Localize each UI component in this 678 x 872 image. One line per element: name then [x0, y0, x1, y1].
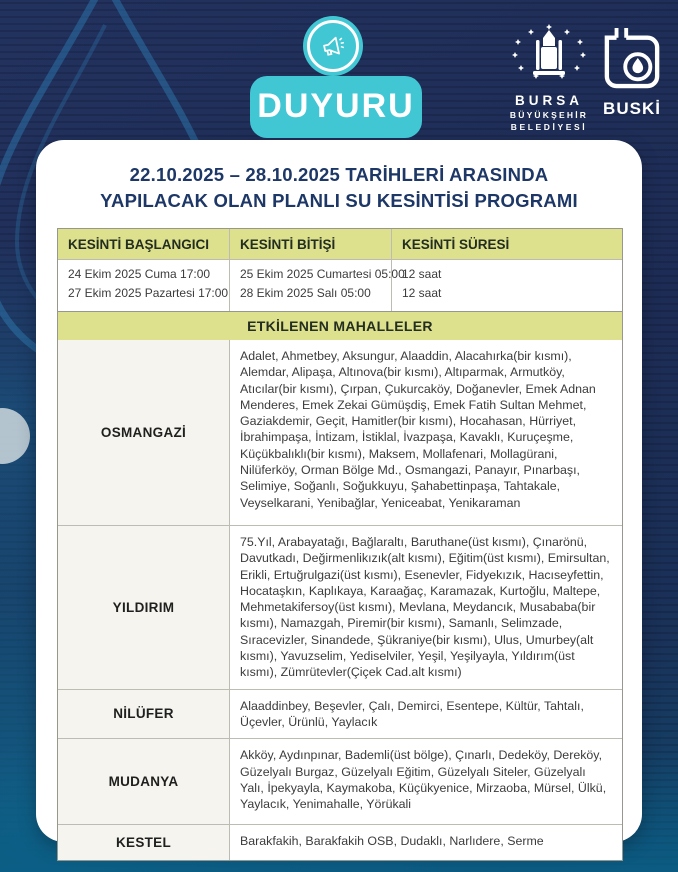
district-name: NİLÜFER: [58, 690, 229, 739]
buski-logo: [601, 26, 663, 119]
district-neighborhoods: Barakfakih, Barakfakih OSB, Dudaklı, Narlıdere, Serme: [229, 825, 622, 860]
district-row-nilufer: [58, 689, 622, 739]
durations-cell: [391, 260, 622, 311]
outage-table: [57, 228, 623, 861]
circle-watermark: [0, 408, 30, 464]
district-name: KESTEL: [58, 825, 229, 860]
column-header-duration: KESİNTİ SÜRESİ: [391, 229, 622, 259]
bursa-emblem-icon: [503, 24, 595, 82]
bursa-logo-line1: BURSA: [514, 93, 583, 108]
start-times-cell: [58, 260, 229, 311]
page-title: [50, 162, 628, 214]
district-row-kestel: [58, 824, 622, 860]
district-name: YILDIRIM: [58, 526, 229, 689]
column-header-end: KESİNTİ BİTİŞİ: [229, 229, 391, 259]
affected-neighborhoods-header: [58, 311, 622, 340]
district-row-yildirim: [58, 525, 622, 689]
megaphone-icon: [307, 20, 359, 72]
end-time-2: 28 Ekim 2025 Salı 05:00: [240, 286, 371, 300]
bursa-logo-line2: BÜYÜKŞEHİR: [509, 110, 589, 120]
page-header: [0, 0, 678, 140]
duyuru-badge: [250, 76, 422, 138]
district-neighborhoods: 75.Yıl, Arabayatağı, Bağlaraltı, Baruthane(üst kısmı), Çınarönü, Davutkadı, Değirmenlikızık(alt kısmı), Eğitim(üst kısmı), Emirsultan, Erikli, Ertuğrulgazi(üst kısmı), Esenevler, Fidyekızık, Hacıseyfettin, Hocataşkın, Kaplıkaya, Karaağaç, Karamazak, Kurtoğlu, Maltepe, Mehmetakifersoy(üst kısmı), Mevlana, Meydancık, Musababa(bir kısmı), Namazgah, Piremir(bir kısmı), Samanlı, Selimzade, Sıracevizler, Sinandede, Şükraniye(bir kısmı), Ulus, Umurbey(alt kısmı), Yavuzselim, Yediselviler, Yeşil, Yeşilyayla, Yıldırım(üst kısmı), Zümrütevler(Çiçek Cad.alt kısmı): [229, 526, 622, 689]
announcement-card: [36, 140, 642, 851]
district-name: MUDANYA: [58, 739, 229, 824]
district-row-mudanya: [58, 738, 622, 824]
end-time-1: 25 Ekim 2025 Cumartesi 05:00: [240, 267, 405, 281]
title-line-1: 22.10.2025 – 28.10.2025 TARİHLERİ ARASINDA: [129, 164, 549, 185]
end-times-cell: [229, 260, 405, 311]
duyuru-badge-label: DUYURU: [257, 86, 415, 125]
start-time-2: 27 Ekim 2025 Pazartesi 17:00: [68, 286, 229, 300]
schedule-header-row: [58, 229, 622, 259]
district-neighborhoods: Adalet, Ahmetbey, Aksungur, Alaaddin, Alacahırka(bir kısmı), Alemdar, Alipaşa, Altınova(bir kısmı), Altıparmak, Armutköy, Atıcılar(bir kısmı), Çırpan, Çukurcaköy, Doğanevler, Emek Adnan Menderes, Emek Zekai Gümüşdiş, Emek Fatih Sultan Mehmet, Gaziakdemir, Geçit, Hamitler(bir kısmı), Hocahasan, Hürriyet, İbrahimpaşa, İntizam, İstiklal, İvazpaşa, Kavaklı, Kuruçeşme, Küçükbalıklı(bir kısmı), Maksem, Mollafenari, Mollagürani, Nilüferköy, Orman Bölge Md., Osmangazi, Panayır, Pınarbaşı, Selimiye, Soğanlı, Soğukkuyu, Şahabettinpaşa, Tahtakale, Veyselkarani, Yenibağlar, Yeniceabat, Yenikaraman: [229, 340, 622, 525]
buski-emblem-icon: [603, 26, 661, 90]
affected-neighborhoods-label: ETKİLENEN MAHALLELER: [247, 318, 433, 334]
column-header-start: KESİNTİ BAŞLANGICI: [58, 229, 229, 259]
bursa-municipality-logo: [503, 24, 595, 132]
district-row-osmangazi: [58, 340, 622, 525]
start-time-1: 24 Ekim 2025 Cuma 17:00: [68, 267, 211, 281]
bursa-logo-line3: BELEDİYESİ: [510, 122, 588, 132]
duration-1: 12 saat: [402, 267, 442, 281]
title-line-2: YAPILACAK OLAN PLANLI SU KESİNTİSİ PROGRAMI: [100, 190, 578, 211]
district-neighborhoods: Akköy, Aydınpınar, Bademli(üst bölge), Çınarlı, Dedeköy, Dereköy, Güzelyalı Burgaz, Güzelyalı Eğitim, Güzelyalı Siteler, Güzelyalı Yalı, İpekyayla, Kaymakoba, Küçükyenice, Mirzaoba, Mürsel, Ülkü, Yaylacık, Yenimahalle, Yörükali: [229, 739, 622, 824]
duration-2: 12 saat: [402, 286, 442, 300]
district-name: OSMANGAZİ: [58, 340, 229, 525]
buski-logo-label: BUSKİ: [603, 99, 661, 118]
district-neighborhoods: Alaaddinbey, Beşevler, Çalı, Demirci, Esentepe, Kültür, Tahtalı, Üçevler, Ürünlü, Yaylacık: [229, 690, 622, 739]
schedule-values-row: [58, 259, 622, 311]
